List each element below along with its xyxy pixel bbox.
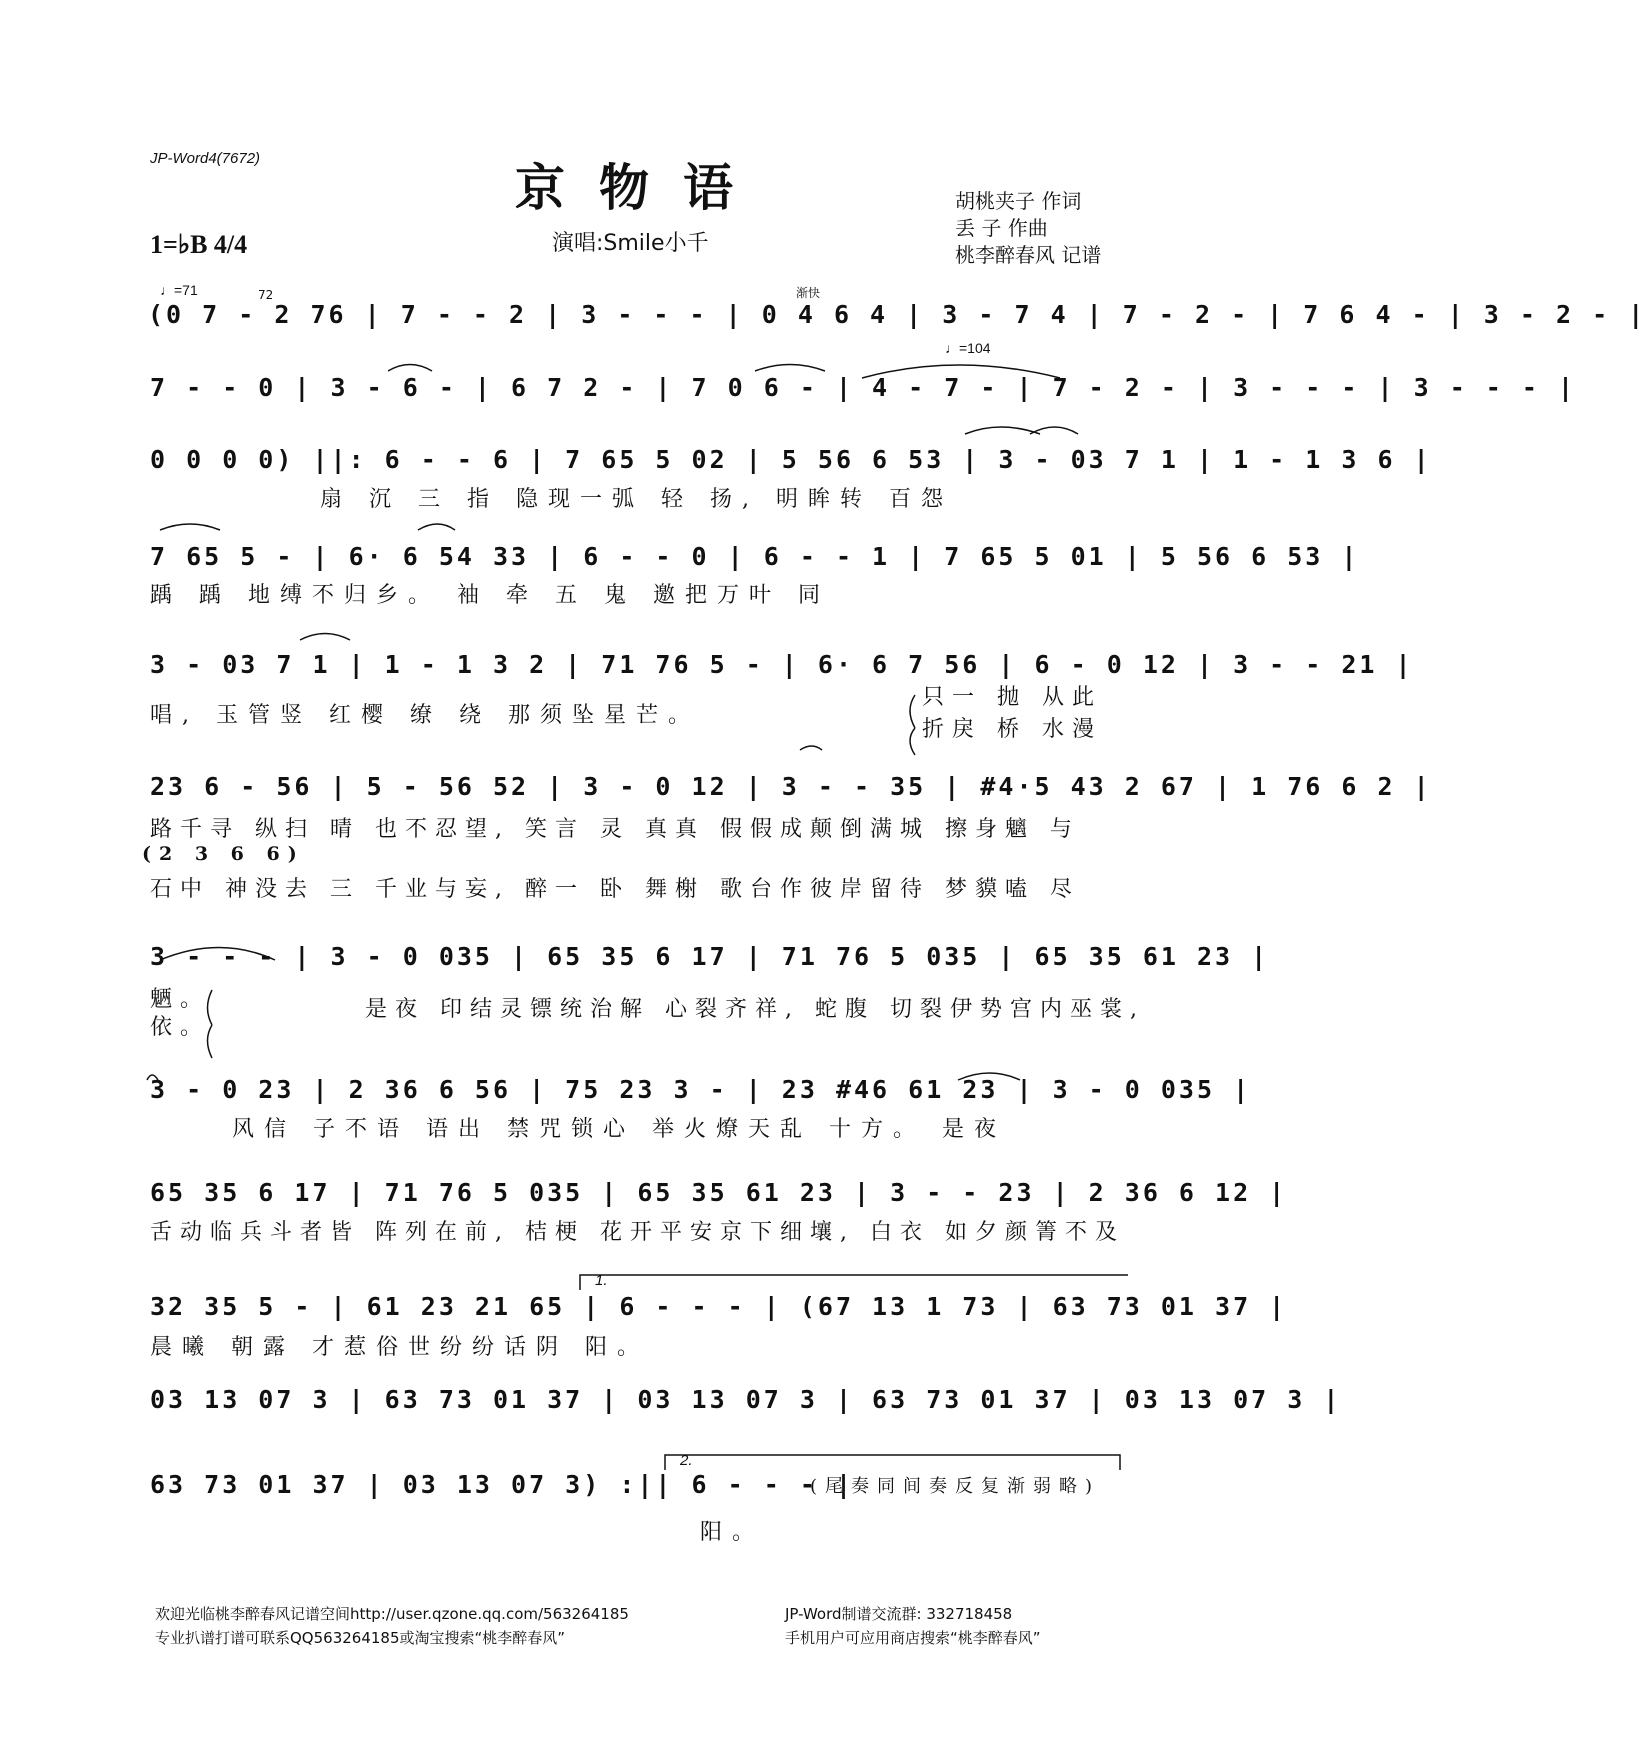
- tie-arc: [418, 524, 455, 530]
- score-line-10: 32 35 5 - | 61 23 21 65 | 6 - - - | (67 13 1 73 | 63 73 01 37 |: [150, 1292, 1288, 1321]
- lyric-line-5c: 折戾 桥 水漫: [922, 717, 1102, 742]
- footer-right-2: 手机用户可应用商店搜索“桃李醉春风”: [785, 1629, 1041, 1647]
- composer-credit: 丢 子 作曲: [955, 216, 1048, 240]
- lyric-line-5: 唱, 玉管竖 红樱 缭 绕 那须坠星芒。: [150, 703, 700, 728]
- volta-2-bracket: [665, 1455, 1120, 1470]
- grace-note-mark: 72: [258, 288, 274, 302]
- tie-arc: [800, 746, 822, 750]
- footer-left-2: 专业扒谱打谱可联系QQ563264185或淘宝搜索“桃李醉春风”: [155, 1629, 566, 1647]
- tie-arc: [147, 1075, 158, 1080]
- score-line-9: 65 35 6 17 | 71 76 5 035 | 65 35 61 23 | 3 - - 23 | 2 36 6 12 |: [150, 1178, 1288, 1207]
- lyric-line-9: 舌动临兵斗者皆 阵列在前, 桔梗 花开平安京下细壤, 白衣 如夕颜箐不及: [150, 1220, 1125, 1245]
- score-line-3: 0 0 0 0) ||: 6 - - 6 | 7 65 5 02 | 5 56 6 53 | 3 - 03 7 1 | 1 - 1 3 6 |: [150, 445, 1432, 474]
- tie-arc: [755, 365, 825, 372]
- transcriber-credit: 桃李醉春风 记谱: [955, 243, 1102, 267]
- volta-1-bracket: [580, 1275, 1128, 1290]
- lyric-line-6c: 石中 神没去 三 千业与妄, 醉一 卧 舞榭 歌台作彼岸留待 梦貘嗑 尽: [150, 877, 1080, 902]
- lyric-line-6a: 路千寻 纵扫 晴 也不忍望, 笑言 灵 真真 假假成颠倒满城 擦身魑 与: [150, 817, 1080, 842]
- tie-arc: [862, 365, 1060, 378]
- tie-arc: [965, 427, 1040, 434]
- tie-arc: [160, 524, 220, 530]
- tie-arc: [958, 1073, 1020, 1080]
- volta-1-label: 1.: [595, 1272, 608, 1289]
- lyric-line-12: 阳。: [700, 1520, 765, 1545]
- brace-left: [910, 695, 915, 755]
- tie-arc: [160, 948, 275, 961]
- accelerando-mark: 渐快: [796, 286, 821, 300]
- lyricist-credit: 胡桃夹子 作词: [955, 189, 1082, 213]
- score-line-6: 23 6 - 56 | 5 - 56 52 | 3 - 0 12 | 3 - - 35 | #4·5 43 2 67 | 1 76 6 2 |: [150, 772, 1432, 801]
- lyric-line-8: 风信 子不语 语出 禁咒锁心 举火燎天乱 十方。 是夜: [232, 1117, 1006, 1142]
- lyric-line-4: 踽 踽 地缚不归乡。 袖 牵 五 鬼 邀把万叶 同: [150, 583, 830, 608]
- score-line-2: 7 - - 0 | 3 - 6 - | 6 7 2 - | 7 0 6 - | 4 - 7 - | 7 - 2 - | 3 - - - | 3 - - - |: [150, 373, 1577, 402]
- singer-credit: 演唱:Smile小千: [552, 231, 709, 256]
- brace-left: [208, 990, 213, 1058]
- lyric-line-7c: 是夜 印结灵镖统治解 心裂齐祥, 蛇腹 切裂伊势宫内巫裳,: [365, 997, 1145, 1022]
- footer-left-1: 欢迎光临桃李醉春风记谱空间http://user.qzone.qq.com/563264185: [155, 1605, 629, 1623]
- tie-arc: [388, 365, 432, 372]
- outro-note: (尾奏同间奏反复渐弱略): [810, 1476, 1101, 1497]
- footer-right-1: JP-Word制谱交流群: 332718458: [785, 1605, 1013, 1623]
- lyric-line-3: 扇 沉 三 指 隐现一弧 轻 扬, 明眸转 百怨: [320, 487, 953, 512]
- score-line-5: 3 - 03 7 1 | 1 - 1 3 2 | 71 76 5 - | 6· 6 7 56 | 6 - 0 12 | 3 - - 21 |: [150, 650, 1414, 679]
- score-line-4: 7 65 5 - | 6· 6 54 33 | 6 - - 0 | 6 - - 1 | 7 65 5 01 | 5 56 6 53 |: [150, 542, 1360, 571]
- score-line-8: 3 - 0 23 | 2 36 6 56 | 75 23 3 - | 23 #46 61 23 | 3 - 0 035 |: [150, 1075, 1252, 1104]
- score-line-1: (0 7 - 2 76 | 7 - - 2 | 3 - - - | 0 4 6 4 | 3 - 7 4 | 7 - 2 - | 7 6 4 - | 3 - 2 - |: [148, 300, 1646, 329]
- tempo-marking-2: ♩=104: [945, 340, 991, 356]
- key-signature: 1=♭B 4/4: [150, 230, 248, 259]
- tempo-marking: ♩=71: [160, 282, 198, 298]
- volta-2-label: 2.: [680, 1452, 693, 1469]
- lyric-line-7b: 依。: [150, 1015, 211, 1040]
- lyric-line-6b: (2 3 6 6): [142, 843, 305, 865]
- page-title: 京物语: [515, 158, 767, 217]
- lyric-line-7a: 魉。: [150, 987, 211, 1012]
- score-line-12: 63 73 01 37 | 03 13 07 3) :|| 6 - - - |: [150, 1470, 854, 1499]
- score-line-11: 03 13 07 3 | 63 73 01 37 | 03 13 07 3 | 63 73 01 37 | 03 13 07 3 |: [150, 1385, 1342, 1414]
- lyric-line-5b: 只一 抛 从此: [922, 685, 1102, 710]
- score-line-7: 3 - - - | 3 - 0 035 | 65 35 6 17 | 71 76 5 035 | 65 35 61 23 |: [150, 942, 1270, 971]
- software-tag: JP-Word4(7672): [150, 150, 261, 167]
- tie-arc: [300, 634, 350, 641]
- lyric-line-10: 晨曦 朝露 才惹俗世纷纷话阴 阳。: [150, 1335, 649, 1360]
